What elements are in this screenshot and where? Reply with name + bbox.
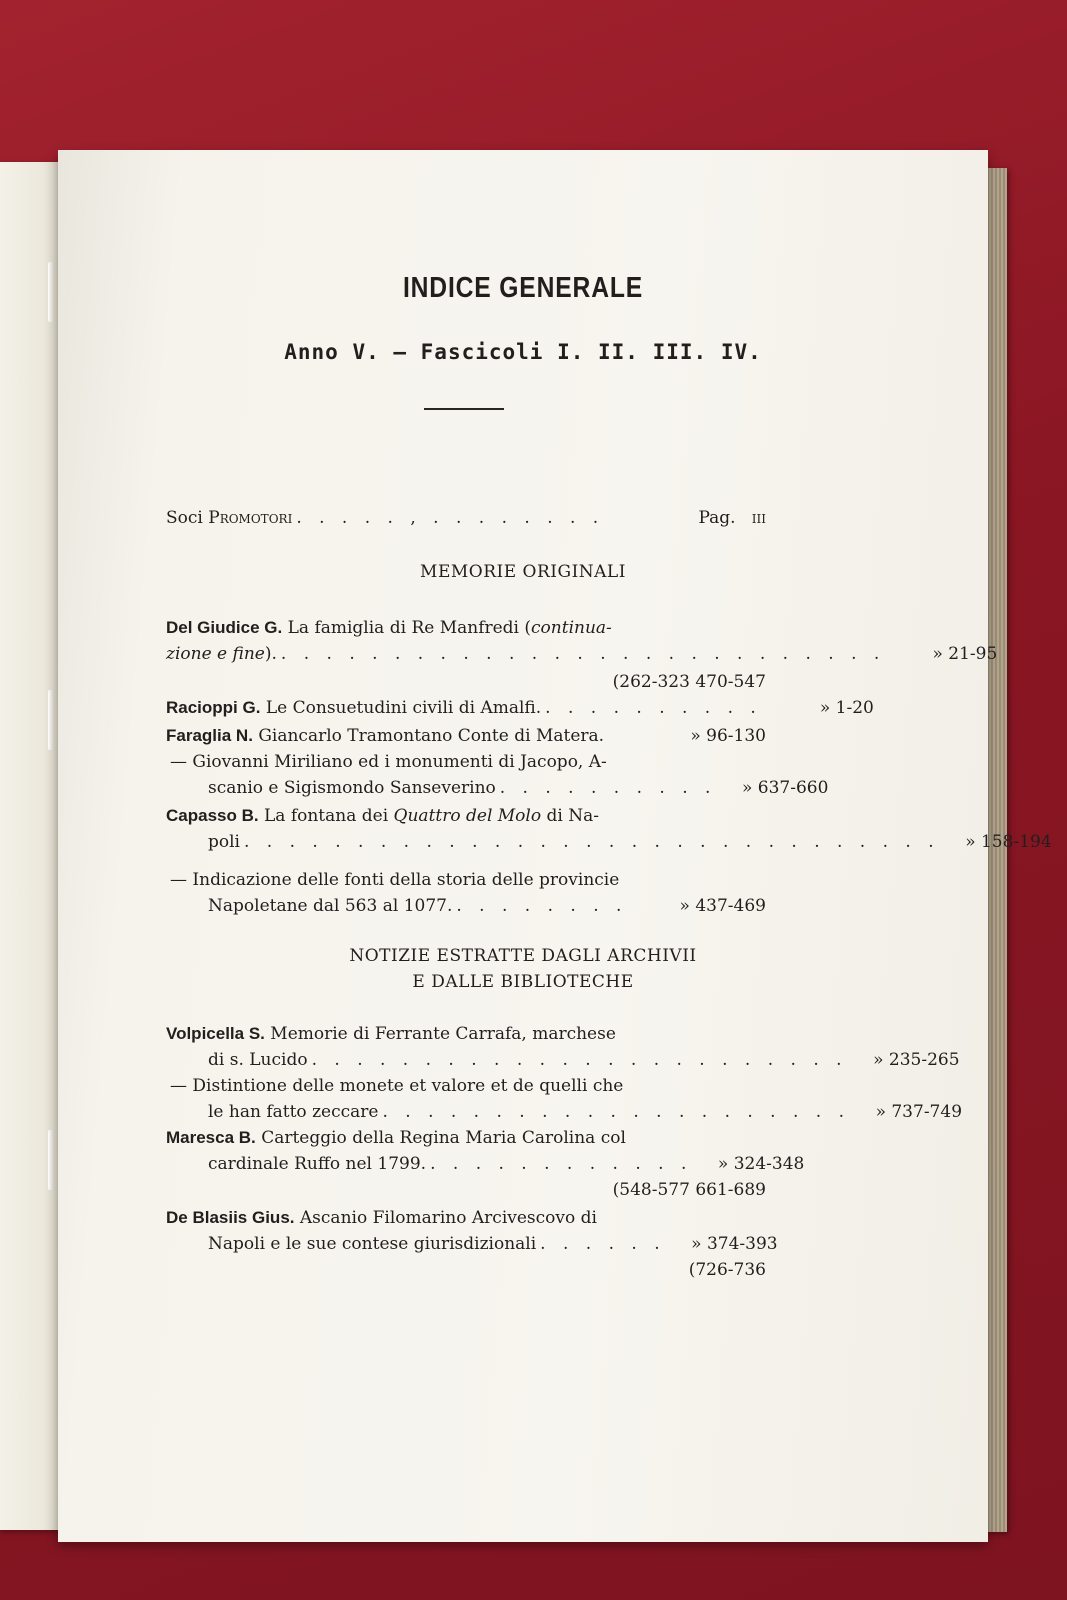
entry-pages-extra: (726-736	[688, 1260, 766, 1280]
toc-row: zione e fine). . . . . . . . . . . . . . . . . . . . . . . . . . . . » 21-95	[166, 644, 998, 664]
entry-title: — Giovanni Miriliano ed i monumenti di Jacopo, A-	[170, 752, 607, 772]
entry-pages: » 235-265	[873, 1050, 960, 1070]
toc-entry-author-line	[166, 1024, 766, 1044]
toc-entry-author-line	[166, 806, 766, 826]
soci-label-a: Soci	[166, 508, 203, 528]
entry-title: Memorie di Ferrante Carrafa, marchese	[270, 1024, 616, 1044]
title-rule	[424, 408, 504, 410]
binding-stitch	[48, 262, 54, 322]
entry-title: La fontana dei	[264, 806, 394, 826]
section-heading-notizie-2: E DALLE BIBLIOTECHE	[412, 972, 634, 992]
entry-pages: » 158-194	[965, 832, 1052, 852]
entry-title: — Indicazione delle fonti della storia delle provincie	[170, 870, 620, 890]
entry-pages: » 437-469	[679, 896, 766, 916]
entry-author: Volpicella S.	[166, 1024, 265, 1043]
toc-entry-author-line	[166, 1208, 766, 1228]
entry-title-cont: scanio e Sigismondo Sanseverino	[208, 778, 496, 798]
entry-title: Le Consuetudini civili di Amalfi.	[265, 698, 542, 718]
toc-row: Napoletane dal 563 al 1077. . . . . . . . . » 437-469	[208, 896, 766, 916]
entry-pages-extra: (548-577 661-689	[612, 1180, 766, 1200]
entry-pages: » 1-20	[819, 698, 874, 718]
section-heading-notizie: NOTIZIE ESTRATTE DAGLI ARCHIVII	[349, 946, 697, 966]
entry-title-cont: le han fatto zeccare	[208, 1102, 379, 1122]
entry-author: Racioppi G.	[166, 698, 261, 717]
binding-stitch	[48, 1130, 54, 1190]
toc-row: poli . . . . . . . . . . . . . . . . . . . . . . . . . . . . . . . » 158-194	[208, 832, 1052, 852]
entry-title-cont: poli	[208, 832, 240, 852]
entry-author: Del Giudice G.	[166, 618, 283, 637]
entry-title-italic: continua-	[531, 618, 612, 638]
page-subtitle: Anno V. — Fascicoli I. II. III. IV.	[284, 340, 762, 364]
toc-entry-author-line	[166, 618, 766, 638]
book-page	[58, 150, 1052, 1542]
entry-pages: » 324-348	[717, 1154, 805, 1174]
leader-dots: . . . . . , . . . . . . . .	[296, 508, 605, 528]
entry-title-cont: Napoletane dal 563 al 1077.	[208, 896, 453, 916]
toc-row: cardinale Ruffo nel 1799. . . . . . . . . . . . . » 324-348	[208, 1154, 805, 1174]
entry-author: Capasso B.	[166, 806, 259, 825]
entry-pages-extra: (262-323 470-547	[612, 672, 766, 692]
toc-row: le han fatto zeccare . . . . . . . . . . . . . . . . . . . . . » 737-749	[208, 1102, 963, 1122]
entry-title: Carteggio della Regina Maria Carolina col	[261, 1128, 626, 1148]
toc-row: di s. Lucido . . . . . . . . . . . . . . . . . . . . . . . . » 235-265	[208, 1050, 960, 1070]
toc-entry-author-line	[166, 1128, 766, 1148]
toc-row	[166, 726, 766, 746]
entry-title: La famiglia di Re Manfredi (	[287, 618, 532, 638]
entry-pages: » 637-660	[741, 778, 829, 798]
toc-row: scanio e Sigismondo Sanseverino . . . . . . . . . . » 637-660	[208, 778, 829, 798]
section-heading-memorie: MEMORIE ORIGINALI	[420, 562, 626, 582]
left-page-edge	[0, 162, 60, 1530]
entry-pages: » 96-130	[690, 726, 766, 746]
entry-title-italic: Quattro del Molo	[393, 806, 542, 826]
binding-stitch	[48, 690, 54, 750]
entry-title-cont: cardinale Ruffo nel 1799.	[208, 1154, 427, 1174]
toc-row: Racioppi G. Le Consuetudini civili di Amalfi. . . . . . . . . . . » 1-20	[166, 698, 874, 718]
entry-author: Maresca B.	[166, 1128, 256, 1147]
entry-title-cont: di s. Lucido	[208, 1050, 308, 1070]
soci-label-b: Promotori	[208, 508, 293, 528]
entry-author: De Blasiis Gius.	[166, 1208, 295, 1227]
entry-title: — Distintione delle monete et valore et de quelli che	[170, 1076, 624, 1096]
page-number: iii	[751, 508, 766, 528]
page-title: INDICE GENERALE	[402, 272, 644, 304]
entry-pages: » 737-749	[875, 1102, 963, 1122]
entry-pages: » 374-393	[691, 1234, 778, 1254]
pag-label: Pag.	[698, 508, 736, 528]
entry-title-cont: Napoli e le sue contese giurisdizionali	[208, 1234, 537, 1254]
entry-pages: » 21-95	[932, 644, 998, 664]
entry-title: Giancarlo Tramontano Conte di Matera.	[258, 726, 605, 746]
entry-title-cont: ).	[264, 644, 277, 664]
entry-author: Faraglia N.	[166, 726, 253, 745]
toc-row: Napoli e le sue contese giurisdizionali . . . . . . » 374-393	[208, 1234, 778, 1254]
toc-row-soci	[166, 508, 766, 528]
entry-title-tail: di Na-	[541, 806, 599, 826]
entry-title: Ascanio Filomarino Arcivescovo di	[299, 1208, 597, 1228]
entry-title-italic: zione e fine	[166, 644, 265, 664]
